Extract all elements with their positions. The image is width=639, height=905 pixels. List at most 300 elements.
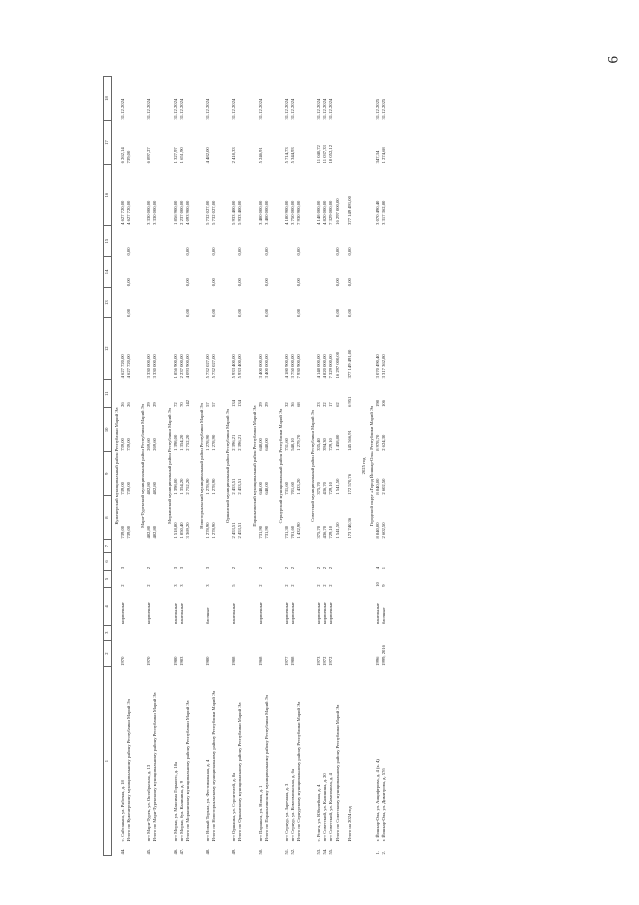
table-cell: 1980 (172, 656, 178, 666)
district-heading-row (308, 77, 316, 856)
table-cell: 31.12.2024 (178, 98, 184, 120)
table-cell: 729,10 (328, 482, 334, 495)
table-cell (211, 77, 219, 121)
header-cell-1: 1 (104, 667, 112, 856)
table-cell: 2 (146, 566, 152, 570)
table-cell: 0,00 (263, 308, 269, 317)
table-cell (152, 625, 160, 640)
table-cell: 198 (374, 400, 380, 407)
table-cell: 377 149 491,00 (346, 349, 352, 379)
table-cell: 4 627 720,00 (126, 354, 132, 379)
table-cell: 0,00 (334, 247, 340, 256)
table-cell (335, 842, 343, 855)
district-heading: Куженерский муниципальный район Республики Марий Эл (114, 407, 119, 525)
table-cell: 1 651,90 (178, 147, 184, 164)
table-cell: 173 740,36 (346, 517, 352, 539)
table-cell: 2 396,21 (231, 434, 237, 451)
table-cell: 394,30 (322, 438, 328, 451)
capital-repair-table (103, 76, 387, 856)
table-cell: 731,90 (257, 525, 263, 539)
table-cell (381, 257, 387, 288)
table-cell: 3 (178, 566, 184, 570)
table-cell: Итого по Советскому муниципальному району Республики Марий Эл (334, 704, 340, 842)
table-cell: блочные (205, 607, 211, 625)
table-cell: 47. (178, 848, 184, 855)
table-cell (381, 625, 387, 640)
table-cell: 4 820 000,00 (322, 200, 328, 225)
table-cell: 31.12.2024 (205, 98, 211, 120)
table-cell: кирпичные (316, 602, 322, 625)
table-cell (152, 640, 160, 666)
table-cell: пгт Оршанка, ул. Строителей, д. 8а (231, 772, 237, 842)
table-cell: 4 148 000,00 (316, 354, 322, 379)
table-cell: 17 (328, 402, 334, 407)
table-cell (211, 553, 219, 571)
table-cell: 0,00 (237, 247, 243, 256)
table-cell: 1 278,90 (211, 522, 217, 539)
table-cell (185, 553, 193, 571)
table-header-row (104, 77, 112, 856)
table-cell: 31.12.2025 (374, 98, 380, 120)
table-cell: 1 (381, 566, 386, 570)
district-total-row (211, 77, 219, 856)
table-cell (126, 588, 134, 625)
table-cell: пгт Сернур, ул. Комсомольская, д. 6а (289, 769, 295, 842)
table-cell: 482,80 (152, 525, 158, 539)
table-cell: 0,00 (126, 278, 132, 287)
table-cell (237, 540, 245, 553)
table-cell: 731,60 (283, 438, 289, 451)
table-cell: 2 453,51 (231, 522, 237, 539)
table-cell: 1988 (289, 656, 295, 666)
table-cell: 1 278,90 (211, 478, 217, 495)
table-cell (152, 77, 160, 121)
table-cell: Итого по Оршанскому муниципальному району Республики Марий Эл (237, 702, 243, 842)
district-heading: Новоторъяльский муниципальный район Республики Марий Эл (198, 403, 204, 529)
table-cell: 0,00 (334, 308, 340, 317)
table-cell: 1972 (322, 656, 328, 666)
table-cell: 0,00 (211, 308, 217, 317)
table-cell: 1996 (374, 656, 380, 666)
header-cell-7: 7 (104, 540, 112, 553)
table-cell: 375,70 (316, 482, 322, 495)
table-cell (126, 625, 134, 640)
table-cell: 134 (237, 400, 243, 407)
table-cell: 72 (172, 402, 178, 407)
table-cell: 375,70 (316, 525, 322, 539)
header-cell-4: 4 (104, 588, 112, 625)
table-cell (347, 553, 355, 571)
table-cell: 1 458,80 (334, 434, 340, 451)
table-cell: 335,40 (316, 438, 322, 451)
table-cell: 6 951 (346, 396, 352, 407)
table-cell: 1977 (283, 656, 289, 666)
district-total-row (264, 77, 272, 856)
table-cell: 2 (328, 566, 334, 570)
rotated-table-container (103, 76, 519, 856)
district-heading-row (112, 77, 121, 856)
table-cell (185, 121, 193, 165)
table-cell: 31.12.2024 (316, 98, 322, 120)
table-cell: 739,00 (126, 150, 132, 164)
table-cell (152, 287, 160, 318)
table-cell: 2 (257, 566, 263, 570)
year-heading: 2025 год (360, 457, 366, 475)
table-cell (126, 553, 134, 571)
table-cell (264, 588, 272, 625)
table-cell (185, 77, 193, 121)
table-cell: 3 317 362,80 (381, 354, 386, 379)
table-cell (296, 77, 304, 121)
table-cell: 3 330 000,00 (152, 200, 158, 225)
table-cell: 0,00 (184, 247, 190, 256)
table-cell: 1 856 900,00 (172, 354, 178, 379)
table-cell: 52. (289, 848, 295, 855)
table-cell (152, 588, 160, 625)
table-cell (347, 540, 355, 553)
table-cell (296, 640, 304, 666)
table-cell: 1 398,00 (172, 434, 178, 451)
table-cell: 57 (211, 402, 217, 407)
table-cell: 3 330 000,00 (146, 200, 152, 225)
table-cell: 6 897,27 (146, 147, 152, 164)
table-cell: 10 (374, 582, 380, 587)
table-cell: 2 453,51 (237, 478, 243, 495)
table-cell: 8 840,00 (374, 478, 380, 495)
table-cell: 4 (374, 566, 380, 570)
table-cell (152, 570, 160, 588)
table-cell: 9 (381, 584, 386, 587)
table-cell: 1. (374, 851, 380, 855)
table-cell: 31.12.2024 (257, 98, 263, 120)
table-cell (347, 588, 355, 625)
table-cell: панельные (374, 603, 380, 625)
table-cell: 142 (184, 400, 190, 407)
table-cell: 31.12.2024 (172, 98, 178, 120)
table-cell: 55. (328, 848, 334, 855)
table-cell: пгт Новый Торъял, ул. Фестивальная, д. 4 (205, 759, 211, 842)
table-cell: 739,00 (120, 525, 126, 539)
table-cell: 0,00 (126, 308, 132, 317)
table-cell: 49. (231, 848, 237, 855)
table-cell (335, 540, 343, 553)
table-cell: 5 933 400,00 (231, 354, 237, 379)
table-cell: 648,00 (257, 482, 263, 495)
table-cell: 2 (283, 566, 289, 570)
district-heading: Оршанский муниципальный район Республики Марий Эл (225, 409, 231, 523)
table-cell: 3 (172, 566, 178, 570)
table-cell: 2 453,51 (231, 478, 237, 495)
table-row (381, 77, 387, 856)
table-cell: Итого по Параньгинскому муниципальному району Республики Марий Эл (263, 695, 269, 842)
table-cell: 3 317 362,80 (381, 200, 386, 225)
table-cell: 31.12.2025 (381, 98, 386, 120)
table-cell: 6 262,14 (120, 147, 126, 164)
header-cell-14: 14 (104, 257, 112, 288)
table-cell: 2 (120, 584, 126, 587)
table-cell: 377 149 491,00 (346, 196, 352, 225)
table-cell: 134 (231, 400, 237, 407)
table-cell: 2 752,20 (184, 478, 190, 495)
table-cell (347, 121, 355, 165)
district-total-row (152, 77, 160, 856)
table-cell: 5 732 027,00 (211, 200, 217, 225)
table-cell: 5 933 400,00 (237, 354, 243, 379)
district-heading-row (197, 77, 205, 856)
table-cell (296, 588, 304, 625)
table-cell: 145 566,91 (346, 430, 352, 451)
table-cell: 51. (283, 848, 289, 855)
header-cell-2: 2 (104, 640, 112, 666)
header-cell-5: 5 (104, 570, 112, 588)
table-cell (185, 588, 193, 625)
table-body (112, 77, 388, 856)
table-cell (335, 640, 343, 666)
year-heading-row (359, 77, 367, 856)
table-cell: 31.12.2024 (146, 98, 152, 120)
table-cell (126, 570, 134, 588)
table-cell: 0,00 (346, 308, 352, 317)
district-heading: Моркинский муниципальный район Республики Марий Эл (166, 408, 172, 524)
table-cell: 2 237 000,00 (178, 200, 184, 225)
table-cell (126, 77, 134, 121)
table-cell: 1 327,97 (172, 147, 178, 164)
table-cell: 1968 (257, 656, 263, 666)
table-cell: 1970 (120, 656, 126, 666)
header-cell-6: 6 (104, 553, 112, 571)
table-cell: панельные (231, 603, 237, 625)
table-cell: 70 (178, 402, 184, 407)
table-cell: 1 278,90 (205, 434, 211, 451)
table-cell: 3 (178, 584, 184, 587)
table-cell: 4 180 900,00 (283, 200, 289, 225)
table-cell: 3 330 000,00 (152, 354, 158, 379)
table-cell: 36 (289, 402, 295, 407)
table-cell (264, 121, 272, 165)
district-heading: Параньгинский муниципальный район Республики Марий Эл (251, 405, 257, 527)
table-cell (126, 540, 134, 553)
table-cell: 26 (120, 402, 126, 407)
table-cell: 2 (322, 584, 328, 587)
table-cell: 10 052,12 (328, 145, 334, 164)
table-cell (347, 640, 355, 666)
table-cell: 7 930 900,00 (296, 354, 302, 379)
table-cell (152, 226, 160, 257)
table-cell: 0,00 (346, 247, 352, 256)
table-cell: 5 933 400,00 (231, 200, 237, 225)
table-cell: пгт Сернур, ул. Заречная, д. 3 (283, 783, 289, 842)
table-cell: 0,00 (346, 278, 352, 287)
table-cell (237, 121, 245, 165)
table-cell: 739,00 (120, 482, 126, 495)
table-cell (211, 640, 219, 666)
table-cell: 729,10 (328, 438, 334, 451)
table-cell: 2 396,21 (237, 434, 243, 451)
table-cell: 2 (283, 584, 289, 587)
district-heading: Городской округ «Город Йошкар-Ола» Республики Марий Эл (368, 405, 374, 527)
table-cell: 3 330 000,00 (146, 354, 152, 379)
table-cell: 5 714,73 (283, 147, 289, 164)
table-cell: 3 070 490,40 (374, 200, 380, 225)
table-cell: 3 369,20 (184, 522, 190, 539)
table-cell (211, 570, 219, 588)
table-cell: 648,00 (257, 438, 263, 451)
table-cell: 1 398,00 (172, 478, 178, 495)
table-cell: Итого по Новоторъяльскому муниципальному району Республики Марий Эл (211, 690, 217, 842)
table-cell: 3 750 000,00 (289, 354, 295, 379)
district-heading-row (250, 77, 258, 856)
table-cell: 0,00 (237, 278, 243, 287)
table-cell: 3 750 000,00 (289, 200, 295, 225)
table-cell: 23 (316, 402, 322, 407)
table-cell (296, 842, 304, 855)
table-cell: 48. (205, 848, 211, 855)
table-cell: 44. (120, 848, 126, 855)
table-cell: 0,00 (263, 278, 269, 287)
header-cell-15: 15 (104, 226, 112, 257)
district-total-row (126, 77, 134, 856)
table-cell: 4 820 000,00 (322, 354, 328, 379)
table-cell (152, 257, 160, 288)
table-cell: 29 (263, 402, 269, 407)
table-cell: 3 070 490,40 (374, 354, 380, 379)
table-cell: пгт Советский, ул. Калинина, д. 20 (322, 773, 328, 842)
table-cell (264, 625, 272, 640)
table-cell: 269,60 (146, 438, 152, 451)
table-cell: кирпичные (328, 602, 334, 625)
table-cell: 482,80 (146, 482, 152, 495)
header-cell-16: 16 (104, 164, 112, 225)
table-cell: 648,00 (263, 438, 269, 451)
table-cell: 32 (283, 402, 289, 407)
table-cell: 3 (205, 584, 211, 587)
table-cell: 2 (322, 566, 328, 570)
table-cell: 2 453,51 (237, 522, 243, 539)
table-cell: кирпичные (146, 602, 152, 625)
table-cell (185, 640, 193, 666)
table-cell (211, 842, 219, 855)
table-cell: 5 933 400,00 (237, 200, 243, 225)
table-cell: Итого на 2024 год (346, 806, 352, 842)
table-cell: кирпичные (257, 602, 263, 625)
table-cell: 1999, 2016 (381, 645, 386, 666)
table-cell: 739,00 (120, 438, 126, 451)
table-cell: 4 482,00 (205, 147, 211, 164)
table-cell: 5 732 027,00 (211, 354, 217, 379)
table-cell: 106 (381, 400, 386, 407)
table-cell: 4 148 000,00 (316, 200, 322, 225)
table-cell: 26 (126, 402, 132, 407)
table-cell: 31.12.2024 (283, 98, 289, 120)
table-cell: с. Ронга, ул. Юбилейная, д. 4 (316, 784, 322, 842)
table-cell: г. Йошкар-Ола, ул. Анциферова, д. 4 (к. 4) (374, 759, 380, 842)
header-cell-17: 17 (104, 121, 112, 165)
table-cell: Итого по Моркинскому муниципальному району Республики Марий Эл (184, 700, 190, 842)
district-heading-row (138, 77, 146, 856)
table-cell: 29 (257, 402, 263, 407)
table-cell: 57 (205, 402, 211, 407)
table-cell: 1983 (178, 656, 184, 666)
table-cell (264, 570, 272, 588)
table-cell: 31.12.2024 (322, 98, 328, 120)
table-cell (185, 570, 193, 588)
table-cell: с. Сайтаныш, ул. Рабочая, д. 18 (120, 780, 126, 842)
table-cell: 1 354,20 (178, 434, 184, 451)
table-cell: 5 732 027,00 (205, 354, 211, 379)
table-cell: 4 627 720,00 (120, 200, 126, 225)
table-cell: 0,00 (237, 308, 243, 317)
district-heading-row (367, 77, 375, 856)
table-cell: 5 732 027,00 (205, 200, 211, 225)
table-cell: 31.12.2024 (328, 98, 334, 120)
table-cell: 46. (172, 848, 178, 855)
table-cell: 29 (152, 402, 158, 407)
table-cell: 31.12.2024 (289, 98, 295, 120)
table-cell: 0,00 (211, 278, 217, 287)
table-cell: 2 (316, 566, 322, 570)
district-heading-row (223, 77, 231, 856)
table-cell: 7 930 900,00 (296, 200, 302, 225)
table-cell: панельные (172, 603, 178, 625)
table-cell: 4 627 720,00 (126, 200, 132, 225)
table-cell: 1 856 900,00 (172, 200, 178, 225)
table-cell: блочные (381, 607, 386, 625)
table-cell (296, 121, 304, 165)
table-cell (335, 121, 343, 165)
table-cell (381, 287, 387, 318)
table-cell: панельные (178, 603, 184, 625)
table-cell (126, 842, 134, 855)
table-cell: 4 093 900,00 (184, 354, 190, 379)
table-cell: 31.12.2024 (120, 98, 126, 120)
table-cell: 2 (146, 584, 152, 587)
district-heading-row (276, 77, 284, 856)
table-cell: 2 752,20 (184, 434, 190, 451)
table-cell: 3 (172, 584, 178, 587)
table-cell: 3 (120, 566, 126, 570)
table-cell: 8 978,70 (374, 434, 380, 451)
table-cell: пгт Параньга, ул. Новая, д. 1 (257, 785, 263, 842)
district-total-row (185, 77, 193, 856)
table-cell: 172 570,76 (346, 474, 352, 495)
table-cell (237, 553, 245, 571)
table-cell: г. Йошкар-Ола, ул. Димитрова, д. 57б (381, 768, 386, 842)
table-cell: 5 344,93 (289, 147, 295, 164)
table-cell (335, 570, 343, 588)
district-heading-row (165, 77, 173, 856)
table-cell: пгт Морки, ул. Максима Горького, д. 18а (172, 761, 178, 842)
table-cell (126, 640, 134, 666)
table-cell: кирпичные (120, 602, 126, 625)
table-cell: 68 (296, 402, 302, 407)
header-cell-12: 12 (104, 318, 112, 379)
header-cell-10: 10 (104, 408, 112, 452)
table-cell: 31.12.2024 (231, 98, 237, 120)
table-cell: 50. (257, 848, 263, 855)
table-cell: 4 180 900,00 (283, 354, 289, 379)
table-cell: 4 093 900,00 (184, 200, 190, 225)
table-cell: 0,00 (263, 247, 269, 256)
table-cell: 53. (316, 848, 322, 855)
district-total-row (237, 77, 245, 856)
table-cell (296, 625, 304, 640)
table-cell: Итого по Мари-Турекскому муниципальному району Республики Марий Эл (152, 692, 158, 842)
table-cell: 1 354,20 (178, 478, 184, 495)
table-cell: 1 541,50 (334, 522, 340, 539)
table-cell: 1 278,90 (205, 478, 211, 495)
table-cell: 548,10 (289, 438, 295, 451)
table-cell (296, 570, 304, 588)
